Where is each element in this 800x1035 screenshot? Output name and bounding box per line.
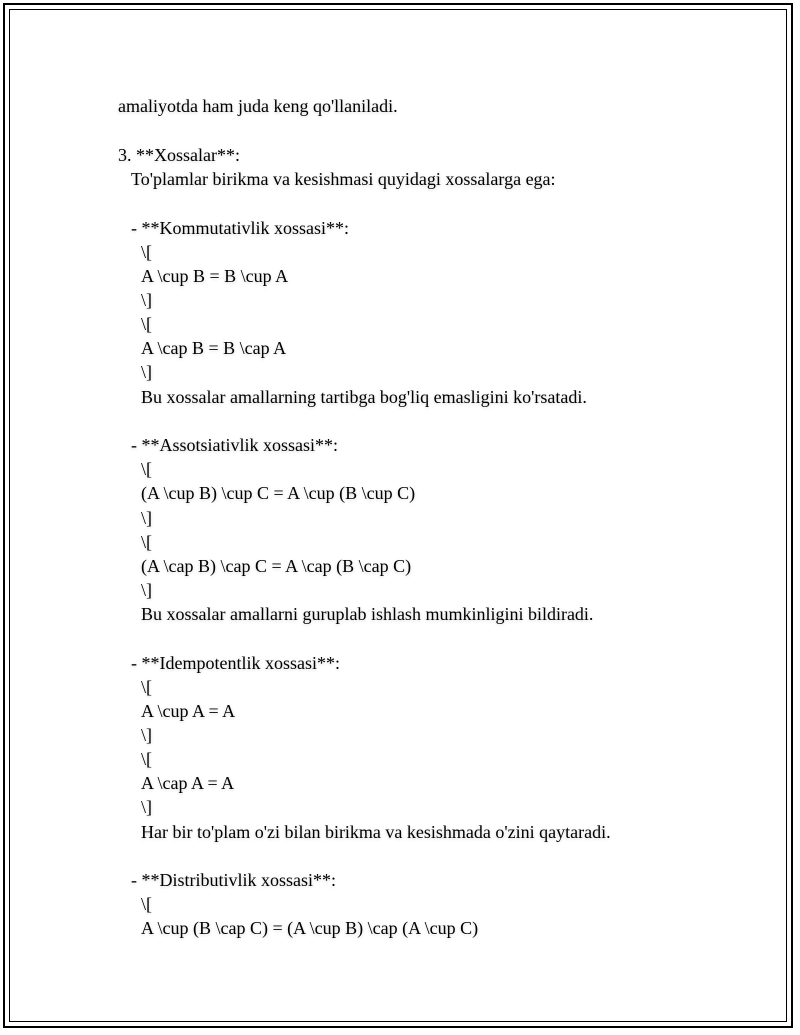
formula-delimiter: \[	[141, 459, 152, 479]
section-heading: 3. **Xossalar**:	[118, 145, 240, 165]
formula: A \cup (B \cap C) = (A \cup B) \cap (A \cup C)	[141, 918, 479, 938]
formula: A \cap B = B \cap A	[141, 338, 287, 358]
property-description: Bu xossalar amallarning tartibga bog'liq emasligini ko'rsatadi.	[141, 387, 587, 407]
formula-delimiter: \[	[141, 242, 152, 262]
formula: (A \cap B) \cap C = A \cap (B \cap C)	[141, 556, 412, 576]
formula-delimiter: \]	[141, 797, 152, 817]
section-intro: To'plamlar birikma va kesishmasi quyidagi xossalarga ega:	[131, 169, 556, 189]
formula: A \cup B = B \cup A	[141, 266, 289, 286]
formula-delimiter: \[	[141, 532, 152, 552]
property-heading: - **Idempotentlik xossasi**:	[131, 653, 340, 673]
formula-delimiter: \[	[141, 749, 152, 769]
formula-delimiter: \]	[141, 508, 152, 528]
formula: A \cap A = A	[141, 773, 235, 793]
formula-delimiter: \[	[141, 677, 152, 697]
formula-delimiter: \[	[141, 314, 152, 334]
property-heading: - **Distributivlik xossasi**:	[131, 870, 337, 890]
formula-delimiter: \]	[141, 362, 152, 382]
property-description: Bu xossalar amallarni guruplab ishlash mumkinligini bildiradi.	[141, 604, 594, 624]
formula: (A \cup B) \cup C = A \cup (B \cup C)	[141, 483, 416, 503]
formula-delimiter: \]	[141, 290, 152, 310]
property-heading: - **Kommutativlik xossasi**:	[131, 218, 349, 238]
text-line: amaliyotda ham juda keng qo'llaniladi.	[118, 96, 398, 116]
formula-delimiter: \]	[141, 580, 152, 600]
formula-delimiter: \]	[141, 725, 152, 745]
property-description: Har bir to'plam o'zi bilan birikma va kesishmada o'zini qaytaradi.	[141, 822, 611, 842]
formula: A \cup A = A	[141, 701, 236, 721]
formula-delimiter: \[	[141, 894, 152, 914]
property-heading: - **Assotsiativlik xossasi**:	[131, 435, 339, 455]
